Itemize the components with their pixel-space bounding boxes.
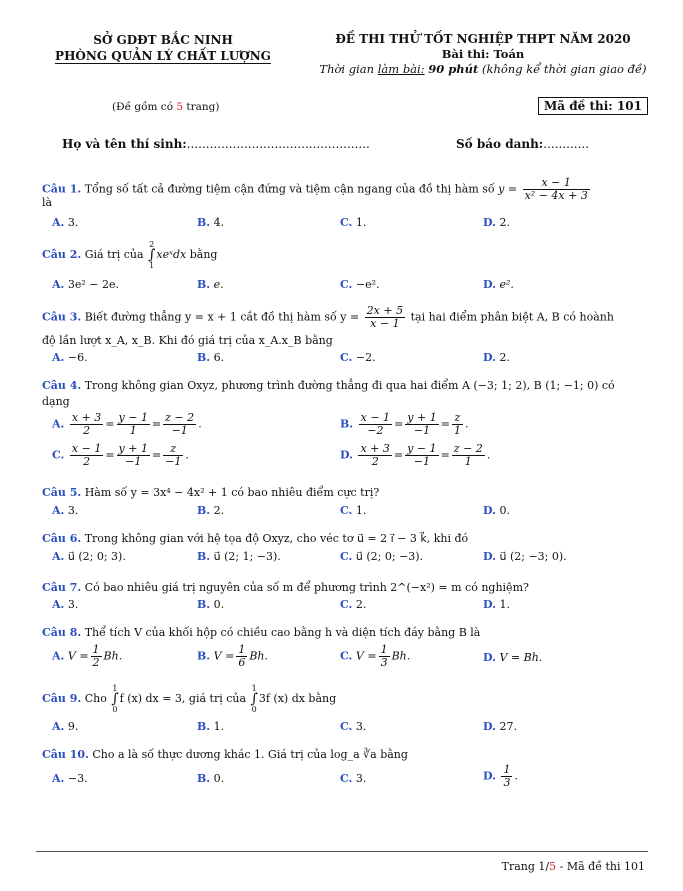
dept-line1: SỞ GDĐT BẮC NINH <box>93 33 233 47</box>
student-id-field[interactable]: Số báo danh:............ <box>456 137 590 151</box>
question-5: Câu 5. Hàm số y = 3x⁴ − 4x² + 1 có bao nhiêu điểm cực trị? <box>42 486 380 499</box>
q9-option-d[interactable]: D. 27. <box>483 720 517 733</box>
q4-option-c[interactable]: C. $\frac{x - 1}{2}$ = $\frac{y + 1}{-1}$ = $\frac{z}{-1}$ . <box>52 442 189 468</box>
question-2: Câu 2. Giá trị của 2 ∫ 1xeˣdx bằng <box>42 240 218 270</box>
q7-option-b[interactable]: B. 0. <box>197 598 225 611</box>
q3-option-d[interactable]: D. 2. <box>483 351 510 364</box>
q4-option-b[interactable]: B. $\frac{x - 1}{-2}$ = $\frac{y + 1}{-1}$ = $\frac{z}{1}$ . <box>340 411 469 437</box>
question-4: Câu 4. Trong không gian Oxyz, phương trình đường thẳng đi qua hai điểm A (−3; 1; 2), B (1; −1; 0) có <box>42 379 615 392</box>
q5-option-c[interactable]: C. 1. <box>340 504 367 517</box>
q4-option-d[interactable]: D. $\frac{x + 3}{2}$ = $\frac{y - 1}{-1}$ = $\frac{z - 2}{1}$ . <box>340 442 491 468</box>
q4-option-a[interactable]: A. $\frac{x + 3}{2}$ = $\frac{y - 1}{1}$ = $\frac{z - 2}{-1}$ . <box>52 411 202 437</box>
q1-option-d[interactable]: D. 2. <box>483 216 510 229</box>
q3-option-b[interactable]: B. 6. <box>197 351 225 364</box>
q9-option-a[interactable]: A. 9. <box>52 720 79 733</box>
question-1-cont: là <box>42 196 53 209</box>
question-4-cont: dạng <box>42 395 70 408</box>
q1-option-b[interactable]: B. 4. <box>197 216 225 229</box>
q5-option-d[interactable]: D. 0. <box>483 504 510 517</box>
question-6: Câu 6. Trong không gian với hệ tọa độ Oxyz, cho véc tơ u⃗ = 2 i⃗ − 3 k⃗, khi đó <box>42 532 469 545</box>
q6-option-a[interactable]: A. u⃗ (2; 0; 3). <box>52 550 126 563</box>
q6-option-c[interactable]: C. u⃗ (2; 0; −3). <box>340 550 424 563</box>
q6-option-b[interactable]: B. u⃗ (2; 1; −3). <box>197 550 281 563</box>
q10-option-b[interactable]: B. 0. <box>197 772 225 785</box>
q1-option-a[interactable]: A. 3. <box>52 216 79 229</box>
q3-option-c[interactable]: C. −2. <box>340 351 376 364</box>
q9-option-b[interactable]: B. 1. <box>197 720 225 733</box>
question-3: Câu 3. Biết đường thẳng y = x + 1 cắt đồ thị hàm số y = $\frac{2x + 5}{x - 1}$ tại hai điểm phân biệt A, B có hoành <box>42 304 614 330</box>
q8-option-a[interactable]: A. V = $\frac{1}{2}$ Bh. <box>52 643 123 669</box>
q7-option-a[interactable]: A. 3. <box>52 598 79 611</box>
department-header <box>28 32 298 64</box>
question-3-cont: độ lần lượt x_A, x_B. Khi đó giá trị của x_A.x_B bằng <box>42 334 333 347</box>
q8-option-d[interactable]: D. V = Bh. <box>483 651 543 664</box>
exam-time: Thời gian làm bài: 90 phút (không kể thời gian giao đề) <box>319 62 647 76</box>
dept-line2: PHÒNG QUẢN LÝ CHẤT LƯỢNG <box>55 49 271 63</box>
integral-sign: 2 ∫ 1 <box>148 240 156 270</box>
q2-option-a[interactable]: A. 3e² − 2e. <box>52 278 120 291</box>
q7-option-d[interactable]: D. 1. <box>483 598 510 611</box>
integral-sign: 1 ∫ 0 <box>111 684 119 714</box>
q5-option-b[interactable]: B. 2. <box>197 504 225 517</box>
page-count-note: (Đề gồm có 5 trang) <box>112 101 220 113</box>
student-name-field[interactable]: Họ và tên thí sinh:................................................ <box>62 137 370 151</box>
q2-option-d[interactable]: D. e². <box>483 278 514 291</box>
footer-divider <box>36 851 648 852</box>
q10-option-a[interactable]: A. −3. <box>52 772 88 785</box>
q2-option-b[interactable]: B. e. <box>197 278 224 291</box>
question-9: Câu 9. Cho 1 ∫ 0f (x) dx = 3, giá trị của 1 ∫ 03f (x) dx bằng <box>42 684 337 714</box>
q7-option-c[interactable]: C. 2. <box>340 598 367 611</box>
question-1: Câu 1. Tổng số tất cả đường tiệm cận đứng và tiệm cận ngang của đồ thị hàm số y = $\frac{x - 1}{\text{x² − 4x + 3}}$ <box>42 176 588 202</box>
q1-option-c[interactable]: C. 1. <box>340 216 367 229</box>
question-8: Câu 8. Thể tích V của khối hộp có chiều cao bằng h và diện tích đáy bằng B là <box>42 626 481 639</box>
exam-code-box: Mã đề thi: 101 <box>538 97 648 115</box>
integral-sign: 1 ∫ 0 <box>250 684 258 714</box>
q6-option-d[interactable]: D. u⃗ (2; −3; 0). <box>483 550 567 563</box>
question-10: Câu 10. Cho a là số thực dương khác 1. Giá trị của log_a ∛a bằng <box>42 748 408 761</box>
q10-option-c[interactable]: C. 3. <box>340 772 367 785</box>
exam-title: ĐỀ THI THỬ TỐT NGHIỆP THPT NĂM 2020 <box>335 32 631 46</box>
exam-header <box>300 32 666 77</box>
q5-option-a[interactable]: A. 3. <box>52 504 79 517</box>
exam-subject: Bài thi: Toán <box>441 47 525 61</box>
q3-option-a[interactable]: A. −6. <box>52 351 88 364</box>
page-footer: Trang 1/5 - Mã đề thi 101 <box>501 860 645 873</box>
q2-option-c[interactable]: C. −e². <box>340 278 380 291</box>
q10-option-d[interactable]: D. $\frac{1}{3}$ . <box>483 763 518 789</box>
q9-option-c[interactable]: C. 3. <box>340 720 367 733</box>
q8-option-b[interactable]: B. V = $\frac{1}{6}$ Bh. <box>197 643 268 669</box>
question-7: Câu 7. Có bao nhiêu giá trị nguyên của số m để phương trình 2^(−x²) = m có nghiệm? <box>42 581 529 594</box>
q8-option-c[interactable]: C. V = $\frac{1}{3}$ Bh. <box>340 643 411 669</box>
